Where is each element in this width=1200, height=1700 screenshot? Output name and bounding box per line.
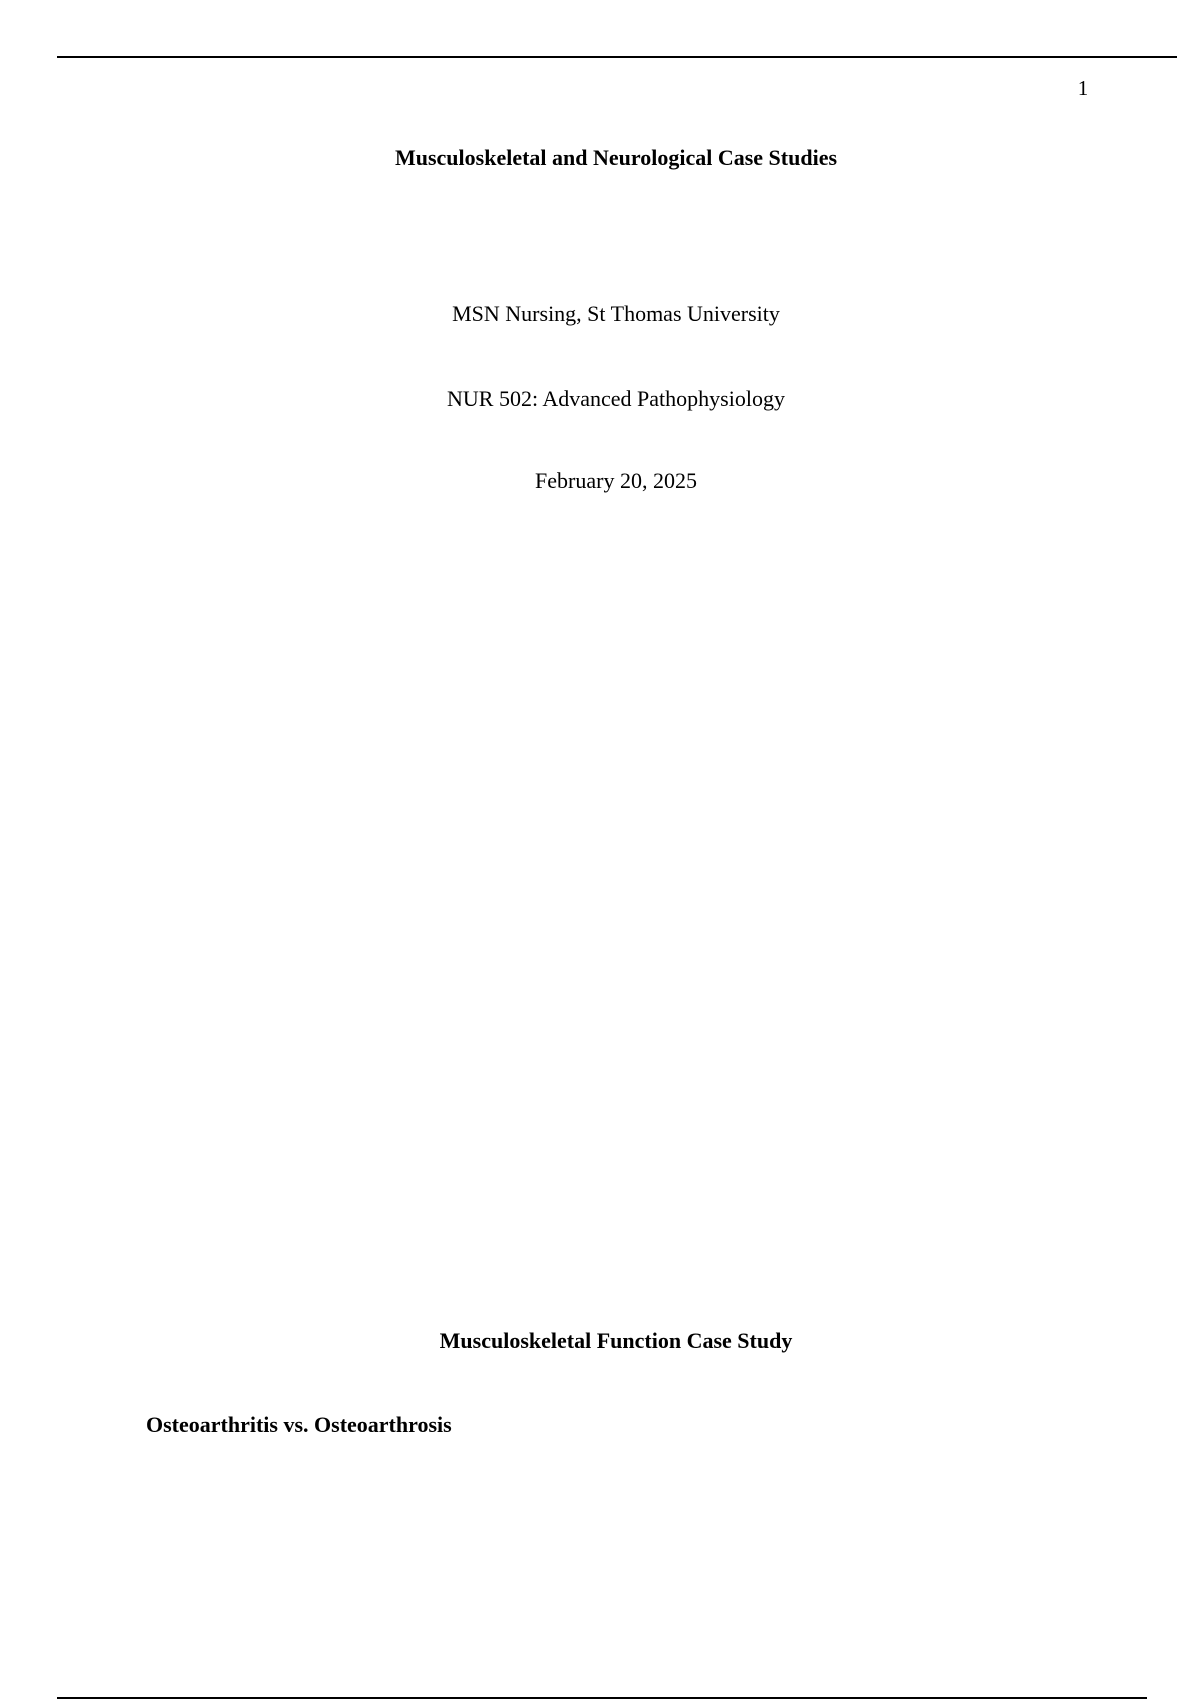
subsection-heading: Osteoarthritis vs. Osteoarthrosis <box>146 1412 452 1437</box>
submission-date: February 20, 2025 <box>535 468 697 493</box>
paper-title: Musculoskeletal and Neurological Case Studies <box>394 145 838 170</box>
header-rule <box>57 56 1177 58</box>
course-name: NUR 502: Advanced Pathophysiology <box>447 386 785 411</box>
section-heading: Musculoskeletal Function Case Study <box>439 1328 793 1353</box>
author-affiliation: MSN Nursing, St Thomas University <box>452 301 780 326</box>
footer-rule <box>57 1697 1147 1699</box>
page-number: 1 <box>1077 76 1089 100</box>
